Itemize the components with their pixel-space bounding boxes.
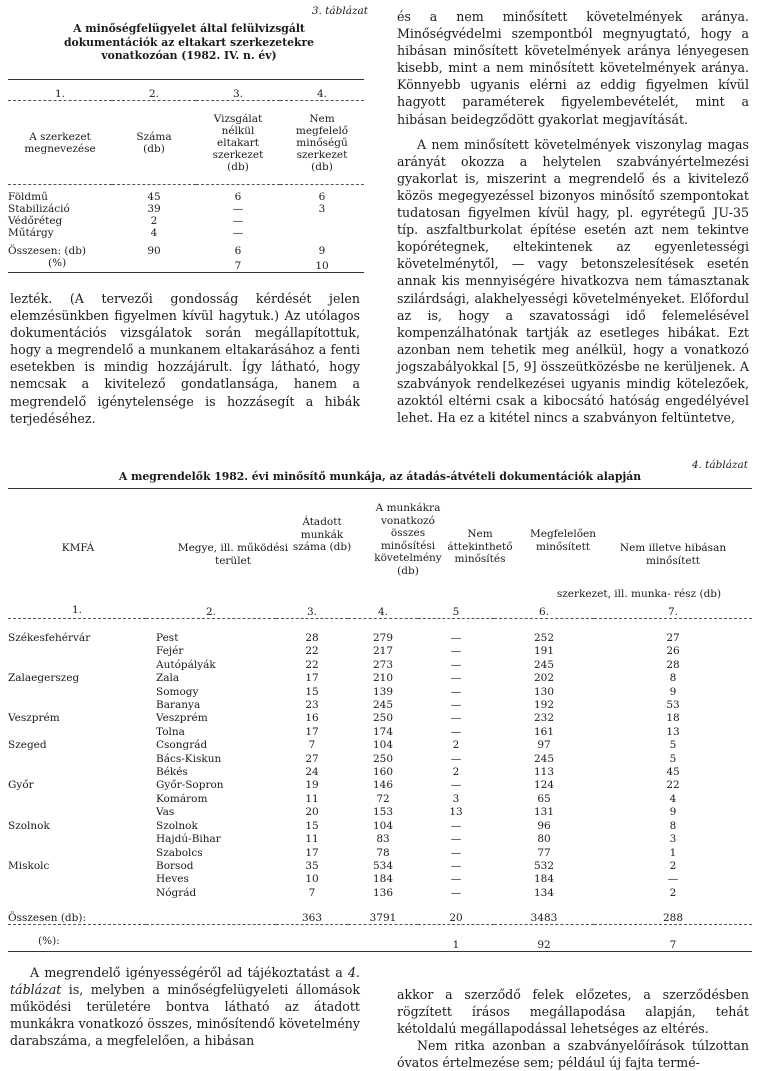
table4-cell: 363 <box>301 912 323 925</box>
table4-cell: Békés <box>156 766 188 779</box>
table4-colnum: 2. <box>205 606 217 618</box>
table4-cell: 80 <box>537 833 551 846</box>
table3-cell: 90 <box>147 244 161 257</box>
table4-cell: 3791 <box>369 912 397 925</box>
table4-cell: 83 <box>376 833 390 846</box>
table-row <box>8 191 364 203</box>
left-text-column <box>10 290 360 427</box>
table4-cell: — <box>450 699 462 712</box>
table4-top-rule <box>8 488 752 489</box>
table4-colnum: 6. <box>538 606 550 618</box>
table4-cell: 245 <box>372 699 394 712</box>
table4-cell: 4 <box>669 792 677 805</box>
table4-cell: 9 <box>669 806 677 819</box>
table4-cell: 2 <box>669 859 677 872</box>
table3-cell: 6 <box>318 190 326 203</box>
paragraph: lezték. (A tervezői gondosság kérdését jelen elemzésünkben figyelmen kívül hagytuk.) Az utólagos dokumentációs vizsgálatok során megállapítottuk, hogy a megrendelő a munkanem eltakarásához a fenti esetekben is mindig hozzájárult. Így látható, hogy nemcsak a kivitelező gondatlansága, hanem a megrendelő igénytelensége is hozzásegít a hibák terjedéséhez. <box>10 291 360 426</box>
paragraph: Nem ritka azonban a szabványelőírások túlzottan óvatos értelmezése sem; például új fajta termé- <box>397 1038 749 1071</box>
table-row <box>8 645 752 658</box>
table4-cell: — <box>450 846 462 859</box>
table4-cell: — <box>450 632 462 644</box>
bottom-right-text <box>397 986 749 1071</box>
table4-cell: 279 <box>372 632 394 644</box>
table4-cell: 13 <box>449 806 463 819</box>
table4-cell: 22 <box>305 645 319 658</box>
table4-cell <box>8 699 146 712</box>
table3-cell: 7 <box>234 259 242 272</box>
table4-cell: 11 <box>305 792 319 805</box>
table4-cell: 250 <box>372 752 394 765</box>
table3-header-name: A szerkezet megnevezése <box>24 130 96 155</box>
table4-cell: 19 <box>305 779 319 792</box>
table4-cell: 24 <box>305 766 319 779</box>
table4-cell: 27 <box>666 632 680 644</box>
table3-cell: 3 <box>318 202 326 215</box>
table3-cell: — <box>232 226 244 239</box>
table4-cell: 210 <box>372 672 394 685</box>
table4-cell: 20 <box>305 806 319 819</box>
table4-cell <box>8 847 146 860</box>
table4-cell: 7 <box>669 938 677 951</box>
table4-cell: 45 <box>666 766 680 779</box>
table-row <box>8 686 752 699</box>
table-row <box>8 699 752 712</box>
table4-cell: Komárom <box>156 792 208 805</box>
table4-cell: 97 <box>537 739 551 752</box>
table4-cell: Zalaegerszeg <box>8 672 80 685</box>
table4-cell: 78 <box>376 846 390 859</box>
table4-cell <box>8 833 146 846</box>
table4-cell: 1 <box>669 846 677 859</box>
table4-header-county: Megye, ill. működési terület <box>177 542 289 567</box>
table-row <box>8 239 364 257</box>
table4-cell: 130 <box>533 685 555 698</box>
table4-cell: 2 <box>452 739 460 752</box>
table4-header-improper: Nem illetve hibásan minősített <box>619 542 727 567</box>
table4-cell: 153 <box>372 806 394 819</box>
table3-cell: 45 <box>147 190 161 203</box>
table4-cell: 65 <box>537 792 551 805</box>
table-row <box>8 766 752 779</box>
table3-cell: 6 <box>234 190 242 203</box>
table4-colnum: 3. <box>306 606 318 618</box>
table3-cell: 39 <box>147 202 161 215</box>
table4-cell <box>8 659 146 672</box>
table3-cell <box>280 227 364 239</box>
table4-cell: Szolnok <box>8 819 50 832</box>
paragraph-text: is, melyben a minőségfelügyeleti állomások működési területére bontva látható az átadott munkákra vonatkozó összes, minősítendő követelmény darabszáma, a megfelelően, a hibásan <box>10 982 360 1049</box>
table4-cell: 113 <box>533 766 555 779</box>
right-text-column <box>397 8 749 426</box>
table4-cell: 92 <box>537 938 551 951</box>
table4-header-reqs: A munkákra vonatkozó összes minősítési követelmény (db) <box>374 502 442 577</box>
table3-caption: 3. táblázat <box>311 5 368 17</box>
table4-cell: 22 <box>666 779 680 792</box>
table4-cell: 3 <box>669 833 677 846</box>
table-row <box>8 726 752 739</box>
table4-header-span-note: szerkezet, ill. munka- rész (db) <box>556 588 722 600</box>
paragraph: és a nem minősített követelmények aránya. Minőségvédelmi szempontból megnyugtató, hogy a hibásan minősített követelmények aránya lényegesen kisebb, mint a nem minősített követelmények aránya. Könnyebb ugyanis elérni az eddig figyelmen kívül hagyott paraméterek figyelembevételét, mint a hibásan beidegződött gyakorlat megjavítását. <box>397 9 749 127</box>
table4-cell: 1 <box>452 938 460 951</box>
table4-colnum: 1. <box>71 604 83 616</box>
table4-cell: 15 <box>305 819 319 832</box>
table4-cell: 20 <box>449 912 463 925</box>
table4-cell: 28 <box>305 632 319 644</box>
table4-cell: 17 <box>305 672 319 685</box>
table4-body <box>8 632 752 952</box>
table4-cell: — <box>450 725 462 738</box>
table4-cell: Veszprém <box>8 712 60 725</box>
table3-cell: — <box>232 214 244 227</box>
table3-title <box>14 22 364 63</box>
table4-cell <box>8 873 146 886</box>
table4-cell: 5 <box>669 752 677 765</box>
table3-cell: Műtárgy <box>8 226 54 239</box>
table4-cell <box>8 793 146 806</box>
table4-total-label: Összesen (db): <box>8 912 87 925</box>
table4-cell: 17 <box>305 846 319 859</box>
table4-cell: 245 <box>533 752 555 765</box>
table3-title-line: A minőségfelügyelet által felülvizsgált <box>73 22 305 35</box>
table4-cell: 250 <box>372 712 394 725</box>
table-row <box>8 935 752 952</box>
table4 <box>8 604 752 628</box>
table4-cell: 96 <box>537 819 551 832</box>
table4-cell: Veszprém <box>156 712 208 725</box>
table4-header <box>8 490 752 610</box>
table4-cell: 273 <box>372 658 394 671</box>
table4-cell: 191 <box>533 645 555 658</box>
table-row <box>8 833 752 846</box>
table4-cell: 532 <box>533 859 555 872</box>
table-row <box>8 712 752 725</box>
table-row <box>8 779 752 792</box>
table3-header-count: Száma (db) <box>136 130 172 155</box>
table4-cell: Hajdú-Bihar <box>156 833 221 846</box>
table4-cell: 3483 <box>530 912 558 925</box>
table3-cell: 10 <box>315 259 329 272</box>
table4-cell: 124 <box>533 779 555 792</box>
table3-cell: Földmű <box>8 190 48 203</box>
table4-cell: 174 <box>372 725 394 738</box>
paragraph <box>10 964 360 1049</box>
table-row <box>8 215 364 227</box>
table4-cell: 10 <box>305 873 319 886</box>
table4-cell: 217 <box>372 645 394 658</box>
table-row <box>8 860 752 873</box>
table4-cell: 160 <box>372 766 394 779</box>
table4-cell: Győr-Sopron <box>156 779 224 792</box>
table3-cell: 9 <box>318 244 326 257</box>
table4-cell: Miskolc <box>8 859 50 872</box>
table3-cell: — <box>232 202 244 215</box>
table4-cell: 184 <box>533 873 555 886</box>
table4-cell: — <box>450 873 462 886</box>
table-row <box>8 793 752 806</box>
table4-cell: Borsod <box>156 859 194 872</box>
table4-cell: 15 <box>305 685 319 698</box>
table4-cell <box>8 686 146 699</box>
table4-cell: — <box>450 712 462 725</box>
paragraph-text: A megrendelő igényességéről ad tájékoztatást a <box>30 965 348 980</box>
table3-header-faulty: Nem megfelelő minőségű szerkezet (db) <box>295 112 349 173</box>
table4-cell: Bács-Kiskun <box>156 752 222 765</box>
table4-cell: — <box>450 685 462 698</box>
table4-cell: 146 <box>372 779 394 792</box>
table4-cell: Zala <box>156 672 180 685</box>
table4-cell: Baranya <box>156 699 201 712</box>
table3-cell: 2 <box>150 214 158 227</box>
table3-colnum: 2. <box>148 88 160 100</box>
table3-cell: Stabilizáció <box>8 202 70 215</box>
table4-cell: 8 <box>669 672 677 685</box>
table-row <box>8 632 752 645</box>
table4-cell: — <box>450 779 462 792</box>
table4-colnum: 4. <box>377 606 389 618</box>
table4-cell: Szolnok <box>156 819 198 832</box>
table4-cell: 202 <box>533 672 555 685</box>
table4-cell: Autópályák <box>156 658 216 671</box>
table4-cell: 2 <box>669 886 677 899</box>
table3-title-line: vonatkozóan (1982. IV. n. év) <box>101 49 277 62</box>
table4-cell: 7 <box>308 739 316 752</box>
table4-cell: 139 <box>372 685 394 698</box>
table4-cell: 13 <box>666 725 680 738</box>
table4-cell: 232 <box>533 712 555 725</box>
table4-cell: — <box>667 873 679 886</box>
table4-cell: Vas <box>156 806 175 819</box>
table3-cell: 6 <box>234 244 242 257</box>
table4-cell: — <box>450 645 462 658</box>
table4-cell: 28 <box>666 658 680 671</box>
table4-cell <box>8 887 146 900</box>
table4-cell: 104 <box>372 739 394 752</box>
table-row <box>8 820 752 833</box>
table-row <box>8 806 752 819</box>
table4-title: A megrendelők 1982. évi minősítő munkája, az átadás-átvételi dokumentációk alapján <box>118 470 642 483</box>
table4-cell: 252 <box>533 632 555 644</box>
table4-cell: 16 <box>305 712 319 725</box>
table4-cell: 136 <box>372 886 394 899</box>
table-row <box>8 257 364 273</box>
table4-cell: 17 <box>305 725 319 738</box>
table3-percent-label: (%) <box>48 256 67 269</box>
table4-cell: 131 <box>533 806 555 819</box>
table4-header-handed: Átadott munkák száma (db) <box>292 516 352 553</box>
table4-cell: 534 <box>372 859 394 872</box>
table4-cell: Heves <box>156 873 189 886</box>
table-row <box>8 227 364 239</box>
table4-cell: 5 <box>669 739 677 752</box>
table-row <box>8 659 752 672</box>
table4-cell: 27 <box>305 752 319 765</box>
table4-cell: 2 <box>452 766 460 779</box>
table4-cell: — <box>450 859 462 872</box>
table4-cell <box>8 726 146 739</box>
table4-colnum: 5 <box>452 606 460 618</box>
table-row <box>8 887 752 900</box>
table4-colnum: 7. <box>667 606 679 618</box>
table4-cell: — <box>450 819 462 832</box>
table-row <box>8 873 752 886</box>
table3-cell <box>280 215 364 227</box>
table4-cell <box>8 806 146 819</box>
table4-cell: Csongrád <box>156 739 208 752</box>
table3-title-line: dokumentációk az eltakart szerkezetekre <box>63 35 315 49</box>
table-row <box>8 203 364 215</box>
table4-cell: 22 <box>305 658 319 671</box>
table3-colnum: 4. <box>316 88 328 100</box>
table4-cell <box>8 766 146 779</box>
table-row <box>8 672 752 685</box>
table4-cell: 35 <box>305 859 319 872</box>
table4-cell: 77 <box>537 846 551 859</box>
table4-cell: 192 <box>533 699 555 712</box>
table4-cell: 134 <box>533 886 555 899</box>
table-row <box>8 847 752 860</box>
table4-cell: 9 <box>669 685 677 698</box>
table4-cell <box>8 753 146 766</box>
table3-total-label: Összesen: (db) <box>8 244 87 257</box>
table-row <box>8 900 752 925</box>
table4-cell: 104 <box>372 819 394 832</box>
table4-header-untraceable: Nem áttekinthető minősítés <box>447 528 513 565</box>
table4-cell: Somogy <box>156 685 199 698</box>
table4-cell: — <box>450 752 462 765</box>
table4-cell: 245 <box>533 658 555 671</box>
table4-cell: 7 <box>308 886 316 899</box>
table4-cell: Pest <box>156 632 179 644</box>
table4-cell: Nógrád <box>156 886 197 899</box>
table3-cell: Védőréteg <box>8 214 63 227</box>
table4-cell: — <box>450 658 462 671</box>
table4-cell: 26 <box>666 645 680 658</box>
table4-cell: 53 <box>666 699 680 712</box>
table4-header-proper: Megfelelően minősített <box>529 528 596 553</box>
table4-cell: Székesfehérvár <box>8 632 91 644</box>
table4-cell: 184 <box>372 873 394 886</box>
table4-cell: 3 <box>452 792 460 805</box>
table4-cell: Szeged <box>8 739 47 752</box>
table-row <box>8 739 752 752</box>
paragraph: akkor a szerződő felek előzetes, a szerződésben rögzített írásos megállapodása alapján, tehát kétoldalú megállapodással lehetséges az eltérés. <box>397 987 749 1037</box>
table4-caption: 4. táblázat <box>691 459 748 471</box>
table4-cell: Győr <box>8 779 34 792</box>
table3-header-unchecked: Vizsgálat nélkül eltakart szerkezet (db) <box>212 112 264 173</box>
table3-colnum: 3. <box>232 88 244 100</box>
table4-cell: — <box>450 833 462 846</box>
table3 <box>8 79 364 273</box>
paragraph: A nem minősített követelmények viszonylag magas arányát okozza a helytelen szabványértelmezési gyakorlat is, miszerint a megrendelő és a kivitelező közös megegyezéssel bizonyos minősítő szempontokat tudatosan figyelmen kívül hagy, pl. egyrétegű JU-35 típ. aszfaltburkolat építése esetén azt nem tekintve kopórétegnek, eltekintenek az egyenletességi követelménytől, — vagy betonszelesítések esetén annak kis mennyiségére hivatkozva nem támasztanak szilárdsági, alakhelyességi követelményeket. Előfordul az is, hogy a szavatossági idő felemelésével kompenzálhatónak tartják az esetleges hibákat. Ezt azonban nem tehetik meg anélkül, hogy a vonatkozó jogszabályokkal [5, 9] összeütközésbe ne kerüljenek. A szabványok rendelkezései ugyanis mindig kötelezőek, azoktól eltérni csak a kibocsátó hatóság engedélyével lehet. Ha ez a kitétel nincs a szabványon feltüntetve, <box>397 136 749 426</box>
table4-cell: — <box>450 886 462 899</box>
table3-colnum: 1. <box>54 88 66 100</box>
table4-percent-label: (%): <box>38 934 60 947</box>
table4-cell <box>8 645 146 658</box>
table4-cell: 288 <box>662 912 684 925</box>
bottom-left-text <box>10 964 360 1049</box>
table-reference: 4. táblázat <box>10 965 360 998</box>
table4-cell: 8 <box>669 819 677 832</box>
table4-cell: 23 <box>305 699 319 712</box>
table4-cell: 72 <box>376 792 390 805</box>
table4-header-kmfa: KMFÁ <box>61 542 95 554</box>
table3-cell: 4 <box>150 226 158 239</box>
table4-cell: Tolna <box>156 725 185 738</box>
table4-cell: 161 <box>533 725 555 738</box>
table4-cell: — <box>450 672 462 685</box>
table4-cell: 18 <box>666 712 680 725</box>
table4-cell: Szabolcs <box>156 846 203 859</box>
table-row <box>8 753 752 766</box>
table4-cell: Fejér <box>156 645 184 658</box>
table4-cell: 11 <box>305 833 319 846</box>
